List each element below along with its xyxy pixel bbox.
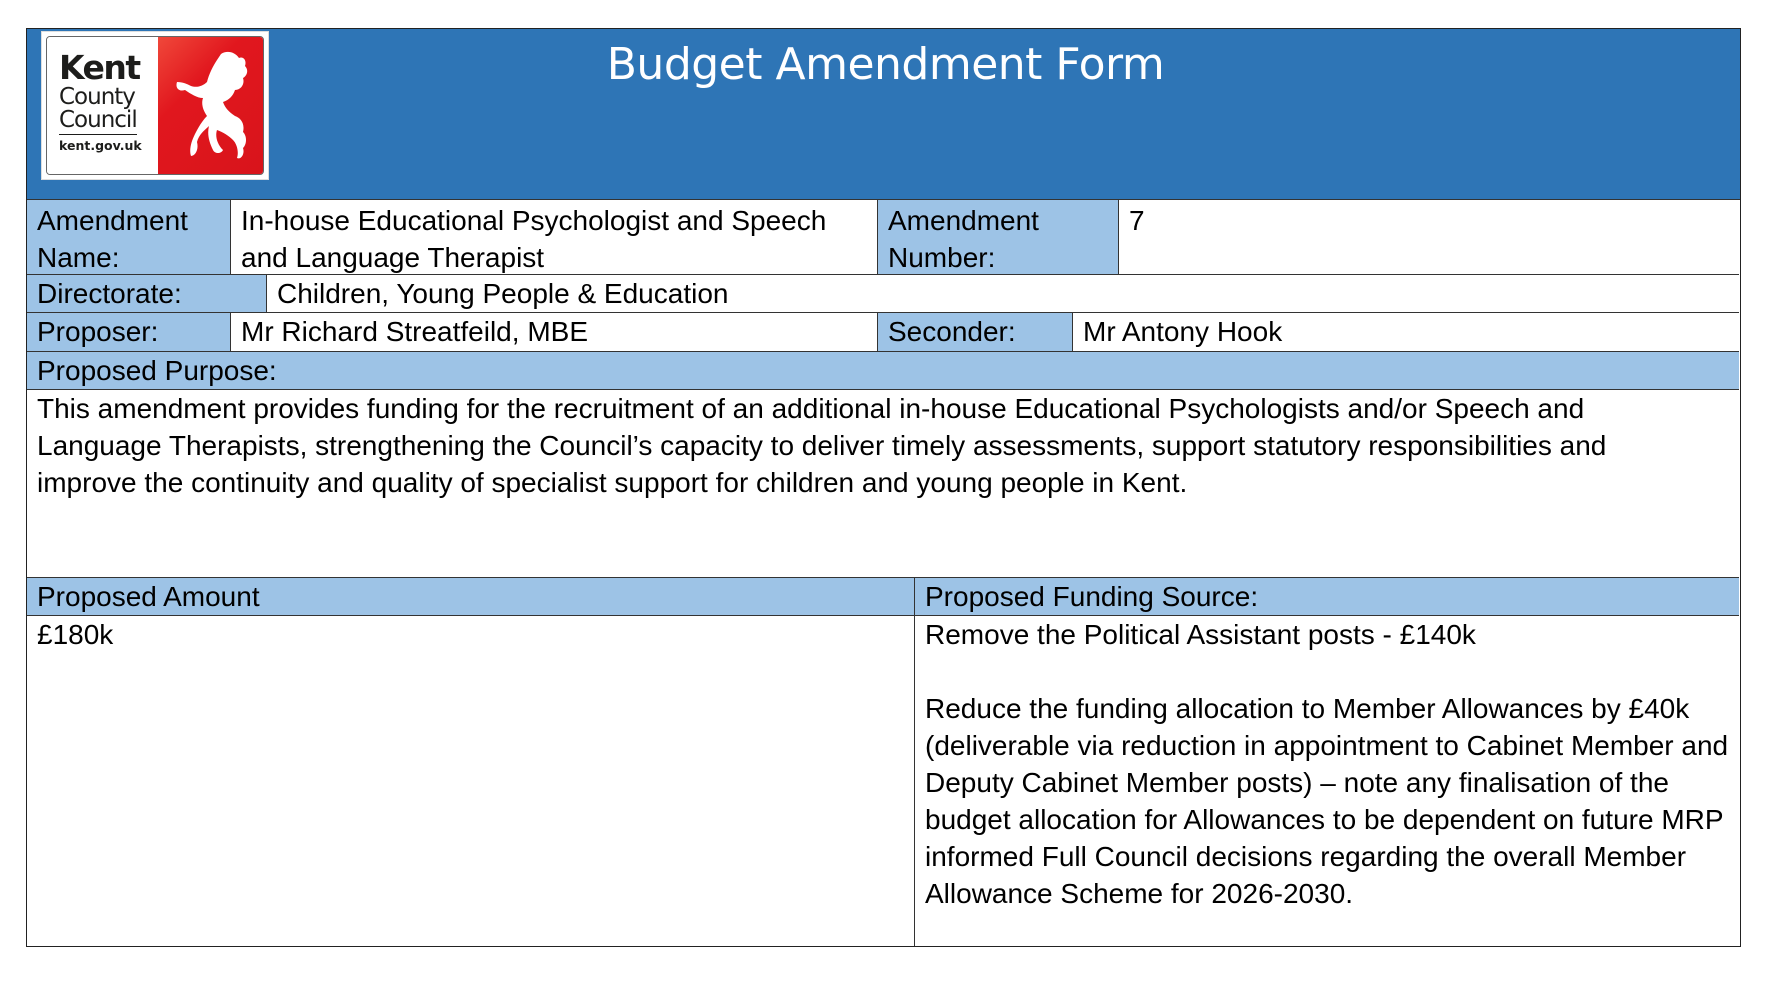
logo-text-council: Council <box>59 107 137 133</box>
logo-text-kent: Kent <box>59 48 140 87</box>
proposer-value: Mr Richard Streatfeild, MBE <box>231 313 878 352</box>
amendment-name-label: Amendment Name: <box>27 200 231 275</box>
proposed-amount-value: £180k <box>27 616 915 946</box>
logo-text-county: County <box>59 84 135 110</box>
proposed-purpose-text: This amendment provides funding for the recruitment of an additional in-house Educational Psychologists and/or Speech and Language Therapists, strengthening the Council’s capacity to deliver timely assessments, support statutory responsibilities and improve the continuity and quality of specialist support for children and young people in Kent. <box>27 390 1739 578</box>
seconder-label: Seconder: <box>878 313 1073 352</box>
proposed-funding-source-label: Proposed Funding Source: <box>915 578 1739 616</box>
directorate-label: Directorate: <box>27 275 267 313</box>
proposer-label: Proposer: <box>27 313 231 352</box>
page-title: Budget Amendment Form <box>606 39 1165 90</box>
proposed-purpose-label: Proposed Purpose: <box>27 352 1739 390</box>
amendment-number-label: Amendment Number: <box>878 200 1119 275</box>
budget-amendment-form <box>26 28 1741 947</box>
amendment-number-value: 7 <box>1119 200 1739 275</box>
directorate-value: Children, Young People & Education <box>267 275 1739 313</box>
logo-url: kent.gov.uk <box>59 138 142 153</box>
amendment-name-value: In-house Educational Psychologist and Speech and Language Therapist <box>231 200 878 275</box>
proposed-funding-source-value: Remove the Political Assistant posts - £140k Reduce the funding allocation to Member Allowances by £40k (deliverable via reduction in appointment to Cabinet Member and Deputy Cabinet Member posts) – note any finalisation of the budget allocation for Allowances to be dependent on future MRP informed Full Council decisions regarding the overall Member Allowance Scheme for 2026-2030. <box>915 616 1739 946</box>
seconder-value: Mr Antony Hook <box>1073 313 1739 352</box>
proposed-amount-label: Proposed Amount <box>27 578 915 616</box>
form-header <box>27 29 1740 200</box>
